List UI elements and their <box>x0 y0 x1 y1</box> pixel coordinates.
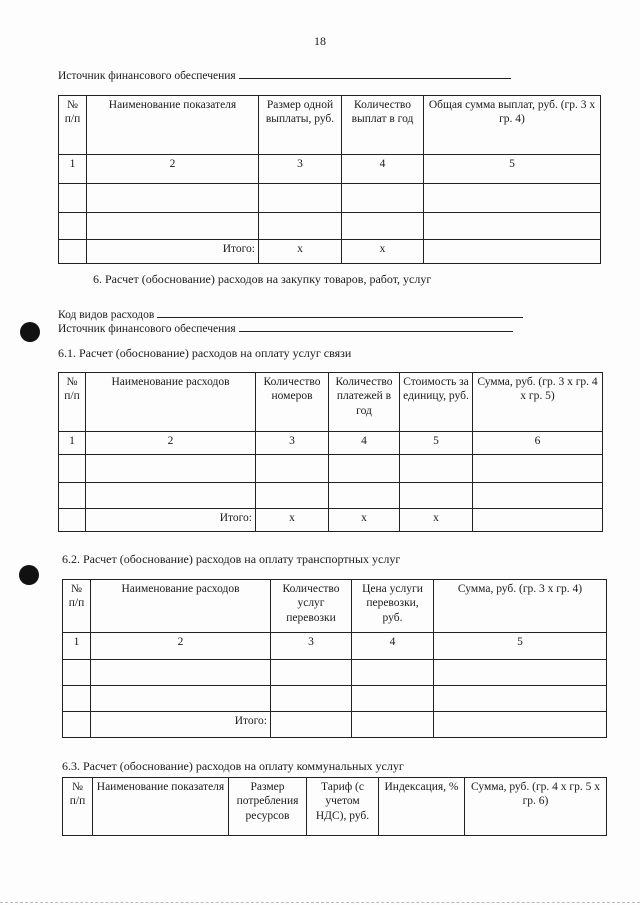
table-cell <box>91 660 271 686</box>
total-label: Итого: <box>86 509 256 532</box>
col-index: 1 <box>63 633 91 660</box>
col-index: 2 <box>91 633 271 660</box>
table-cell <box>400 483 473 509</box>
table-cell <box>256 483 329 509</box>
section-6-1-title: 6.1. Расчет (обоснование) расходов на оплату услуг связи <box>58 346 352 360</box>
col-indicator-header: Наименование показателя <box>93 778 229 836</box>
col-index: 5 <box>400 432 473 455</box>
col-total-sum-header: Общая сумма выплат, руб. (гр. 3 х гр. 4) <box>424 96 601 155</box>
table-cell <box>434 686 607 712</box>
col-number-header: № п/п <box>63 580 91 633</box>
col-unit-cost-header: Стоимость за единицу, руб. <box>400 373 473 432</box>
table-cell <box>352 660 434 686</box>
col-numbers-count-header: Количество номеров <box>256 373 329 432</box>
col-index: 6 <box>473 432 603 455</box>
transport-services-table <box>62 579 607 738</box>
table-header-row <box>59 373 603 432</box>
total-mark: х <box>329 509 400 532</box>
scan-edge <box>0 902 640 903</box>
funding-source-blank <box>239 320 513 332</box>
table-cell <box>473 509 603 532</box>
table-cell <box>63 686 91 712</box>
col-sum-header: Сумма, руб. (гр. 3 х гр. 4 х гр. 5) <box>473 373 603 432</box>
table-cell <box>271 686 352 712</box>
table-cell <box>424 184 601 213</box>
table-cell <box>352 686 434 712</box>
communication-services-table <box>58 372 603 532</box>
col-index: 3 <box>271 633 352 660</box>
col-number-header: № п/п <box>59 96 87 155</box>
table-header-row <box>59 96 601 155</box>
total-row <box>59 509 603 532</box>
table-cell <box>271 660 352 686</box>
funding-source-label: Источник финансового обеспечения <box>58 323 236 335</box>
col-index: 1 <box>59 432 86 455</box>
punch-hole <box>20 322 40 342</box>
table-row <box>59 455 603 483</box>
funding-source-line <box>58 67 511 82</box>
table-cell <box>91 686 271 712</box>
payments-table <box>58 95 601 264</box>
col-expense-name-header: Наименование расходов <box>91 580 271 633</box>
table-cell <box>434 660 607 686</box>
table-cell <box>86 483 256 509</box>
col-transport-price-header: Цена услуги перевозки, руб. <box>352 580 434 633</box>
col-index: 5 <box>424 155 601 184</box>
total-mark: х <box>400 509 473 532</box>
utility-services-table <box>62 777 607 836</box>
col-number-header: № п/п <box>59 373 86 432</box>
col-payment-size-header: Размер одной выплаты, руб. <box>259 96 342 155</box>
column-number-row <box>59 155 601 184</box>
table-cell <box>271 712 352 738</box>
table-cell <box>86 455 256 483</box>
page-number: 18 <box>314 34 326 48</box>
col-number-header: № п/п <box>63 778 93 836</box>
funding-source-label: Источник финансового обеспечения <box>58 70 236 82</box>
total-mark: х <box>259 240 342 264</box>
expense-code-label: Код видов расходов <box>58 309 155 321</box>
expense-code-blank <box>157 306 523 318</box>
col-sum-header: Сумма, руб. (гр. 4 х гр. 5 х гр. 6) <box>465 778 607 836</box>
col-index: 2 <box>86 432 256 455</box>
table-cell <box>59 240 87 264</box>
table-cell <box>352 712 434 738</box>
table-cell <box>342 213 424 240</box>
table-row <box>63 686 607 712</box>
table-cell <box>424 240 601 264</box>
punch-hole <box>19 565 39 585</box>
table-cell <box>59 213 87 240</box>
table-row <box>59 184 601 213</box>
total-label: Итого: <box>91 712 271 738</box>
table-row <box>59 213 601 240</box>
total-row <box>63 712 607 738</box>
section-6-3-title: 6.3. Расчет (обоснование) расходов на оплату коммунальных услуг <box>62 759 404 773</box>
table-cell <box>329 455 400 483</box>
col-transport-count-header: Количество услуг перевозки <box>271 580 352 633</box>
funding-source-blank <box>239 67 511 79</box>
table-cell <box>87 184 259 213</box>
table-cell <box>259 213 342 240</box>
col-tariff-header: Тариф (с учетом НДС), руб. <box>307 778 379 836</box>
section-6-title: 6. Расчет (обоснование) расходов на закупку товаров, работ, услуг <box>93 272 432 286</box>
table-header-row <box>63 580 607 633</box>
col-index: 3 <box>259 155 342 184</box>
table-cell <box>259 184 342 213</box>
section-6-2-title: 6.2. Расчет (обоснование) расходов на оплату транспортных услуг <box>62 552 401 566</box>
column-number-row <box>59 432 603 455</box>
table-cell <box>59 455 86 483</box>
col-indicator-header: Наименование показателя <box>87 96 259 155</box>
table-cell <box>473 483 603 509</box>
table-cell <box>329 483 400 509</box>
col-index: 4 <box>342 155 424 184</box>
col-expense-name-header: Наименование расходов <box>86 373 256 432</box>
col-payments-per-year-header: Количество платежей в год <box>329 373 400 432</box>
col-index: 5 <box>434 633 607 660</box>
table-cell <box>59 509 86 532</box>
total-row <box>59 240 601 264</box>
table-row <box>63 660 607 686</box>
table-cell <box>434 712 607 738</box>
table-cell <box>400 455 473 483</box>
table-cell <box>342 184 424 213</box>
table-cell <box>473 455 603 483</box>
table-cell <box>256 455 329 483</box>
total-mark: х <box>342 240 424 264</box>
col-index: 2 <box>87 155 259 184</box>
table-cell <box>87 213 259 240</box>
table-cell <box>59 184 87 213</box>
table-cell <box>59 483 86 509</box>
col-index: 3 <box>256 432 329 455</box>
col-indexation-header: Индексация, % <box>379 778 465 836</box>
table-header-row <box>63 778 607 836</box>
col-index: 1 <box>59 155 87 184</box>
table-cell <box>424 213 601 240</box>
total-mark: х <box>256 509 329 532</box>
table-cell <box>63 660 91 686</box>
col-consumption-header: Размер потребления ресурсов <box>229 778 307 836</box>
col-sum-header: Сумма, руб. (гр. 3 х гр. 4) <box>434 580 607 633</box>
column-number-row <box>63 633 607 660</box>
table-cell <box>63 712 91 738</box>
expense-code-line <box>58 306 523 321</box>
col-index: 4 <box>329 432 400 455</box>
funding-source-line <box>58 320 513 335</box>
col-payments-count-header: Количество выплат в год <box>342 96 424 155</box>
table-row <box>59 483 603 509</box>
total-label: Итого: <box>87 240 259 264</box>
col-index: 4 <box>352 633 434 660</box>
